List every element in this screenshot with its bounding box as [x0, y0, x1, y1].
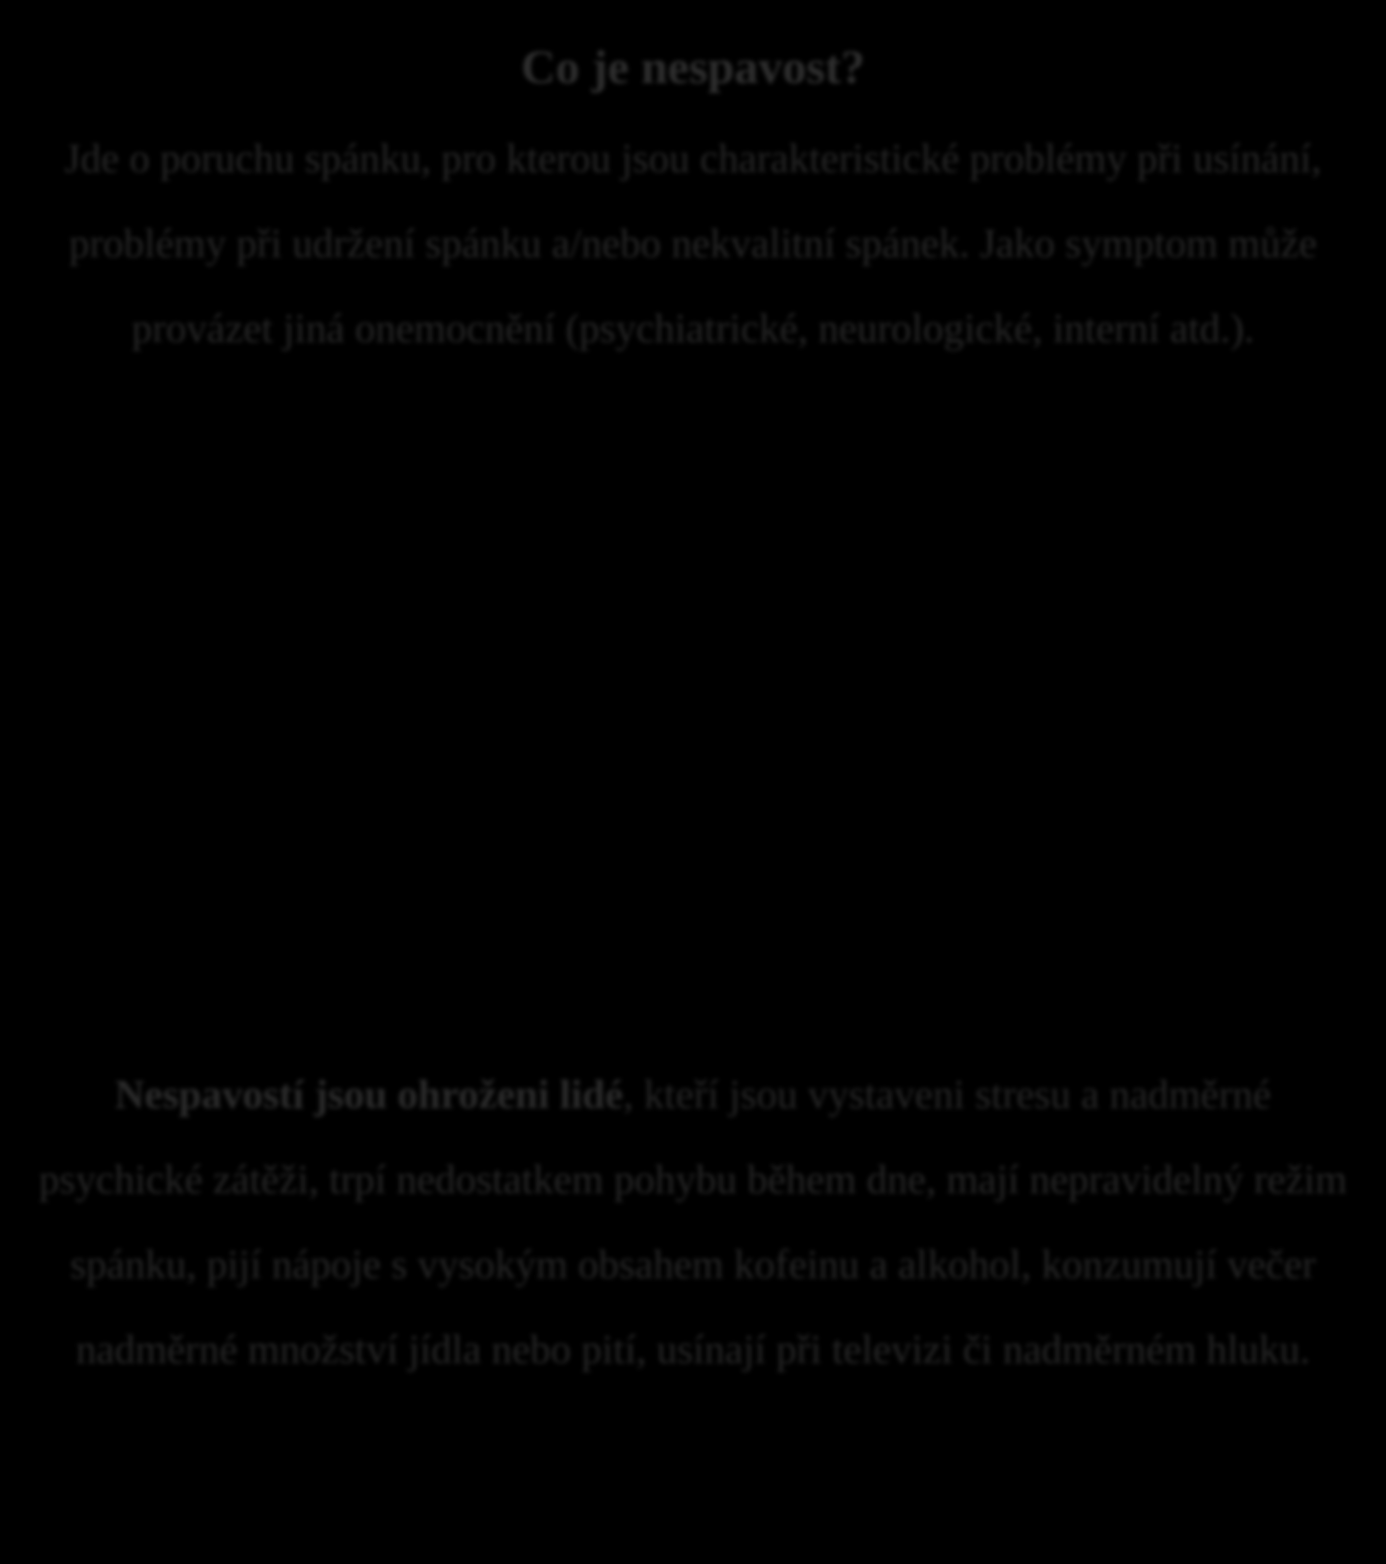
risk-lead: Nespavostí jsou ohroženi lidé	[114, 1071, 624, 1117]
intro-paragraph: Jde o poruchu spánku, pro kterou jsou charakteristické problémy při usínání, problémy při udržení spánku a/nebo nekvalitní spánek. Jako symptom může provázet jiná onemocnění (psychiatrické, neurologické, interní atd.).	[64, 135, 1322, 351]
risk-text: , kteří jsou vystaveni stresu a nadměrné psychické zátěži, trpí nedostatkem pohybu během dne, mají nepravidelný režim spánku, pijí nápoje s vysokým obsahem kofeinu a alkohol, konzumují večer nadměrné množství jídla nebo pití, usínají při televizi či nadměrném hluku.	[38, 1071, 1348, 1372]
risk-paragraph	[30, 1052, 1356, 1392]
page-title: Co je nespavost?	[521, 41, 865, 94]
